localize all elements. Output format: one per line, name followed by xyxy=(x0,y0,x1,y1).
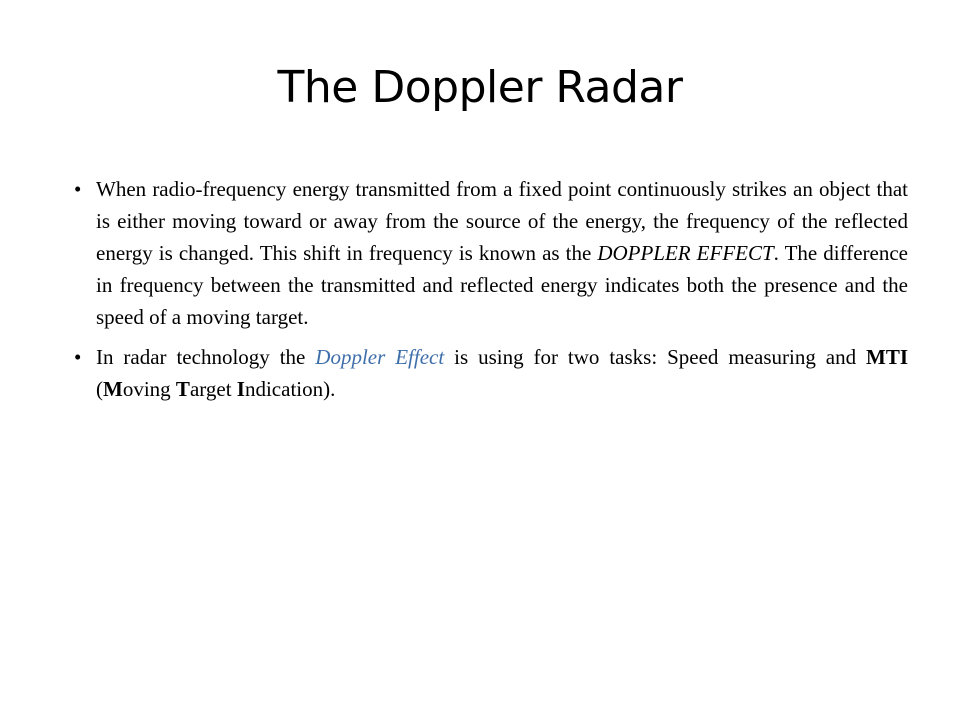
slide-title: The Doppler Radar xyxy=(277,62,683,113)
text-run: In radar technology the xyxy=(96,345,316,369)
text-run: When radio-frequency energy transmitted from a fixed point continuously strikes an object that is either moving toward or away from the source of the energy, the frequency of the reflected energy is changed. This shift in frequency is known as the xyxy=(96,177,908,265)
acronym-mti: MTI xyxy=(866,345,909,369)
acronym-letter: I xyxy=(236,377,245,401)
text-run: ( xyxy=(96,377,103,401)
text-run: is using for two tasks: Speed measuring and xyxy=(444,345,867,369)
bullet-list xyxy=(0,173,960,413)
bullet-dot-icon: • xyxy=(74,345,82,369)
bullet-text xyxy=(96,173,908,333)
bullet-item-doppler-definition xyxy=(0,173,960,333)
text-run: ndication). xyxy=(244,377,336,401)
bullet-dot-icon: • xyxy=(74,177,82,201)
text-run: oving xyxy=(122,377,176,401)
emphasis-term: DOPPLER EFFECT xyxy=(597,241,774,265)
text-run: arget xyxy=(189,377,237,401)
acronym-letter: M xyxy=(103,377,123,401)
acronym-letter: T xyxy=(175,377,190,401)
highlighted-term: Doppler Effect xyxy=(315,345,445,369)
bullet-text xyxy=(96,341,908,405)
bullet-item-doppler-uses xyxy=(0,341,960,405)
text-run: . The difference in frequency between the transmitted and reflected energy indicates both the presence and the speed of a moving target. xyxy=(96,241,908,329)
